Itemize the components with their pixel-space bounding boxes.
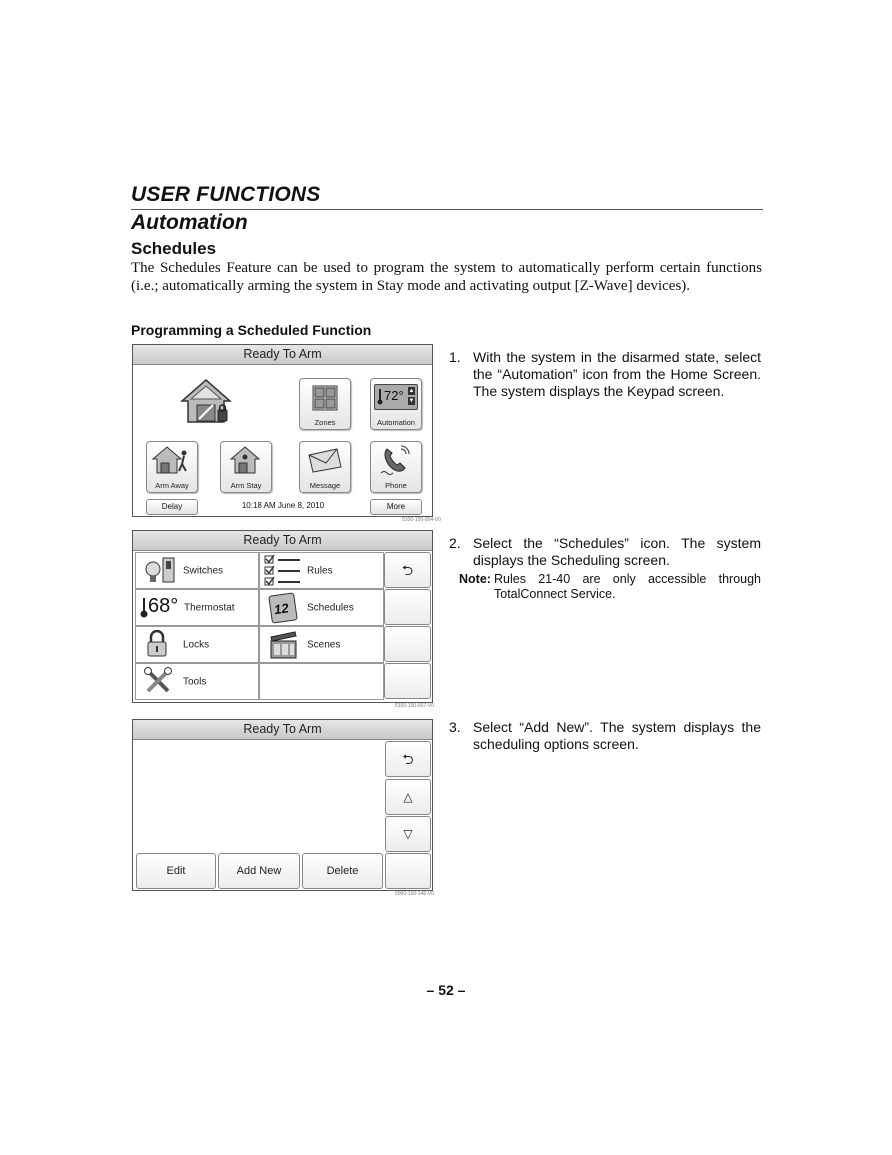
arm-stay-icon [229, 445, 263, 477]
switches-icon [141, 555, 177, 585]
status-bar: Ready To Arm [133, 345, 432, 365]
schedule-list-area [135, 741, 382, 851]
delete-button[interactable]: Delete [302, 853, 383, 889]
figure-code-3: 5000-100-146-V0 [395, 891, 434, 897]
subsection-heading: Automation [131, 211, 248, 234]
arm-stay-label: Arm Stay [230, 481, 262, 490]
back-button[interactable]: ⮌ [384, 552, 431, 588]
thermostat-item[interactable] [135, 589, 259, 626]
blank-button[interactable] [385, 853, 431, 889]
blank-button-2[interactable] [384, 589, 431, 625]
automation-label: Automation [377, 418, 415, 427]
calendar-icon [268, 592, 298, 623]
automation-tile[interactable] [370, 378, 422, 430]
step-number: 1. [449, 349, 461, 365]
rules-icon [264, 554, 304, 586]
section-heading: USER FUNCTIONS [131, 183, 321, 206]
step-number: 3. [449, 719, 461, 735]
arm-away-tile[interactable] [146, 441, 198, 493]
zones-icon [312, 385, 338, 411]
step-2 [449, 535, 761, 569]
blank-button-4[interactable] [384, 663, 431, 699]
switches-item[interactable] [135, 552, 259, 589]
automation-screen-figure [132, 530, 433, 703]
schedules-screen-figure [132, 719, 433, 891]
arm-away-icon [151, 445, 191, 477]
note-label: Note: [459, 572, 491, 586]
scenes-label: Scenes [307, 639, 341, 650]
calendar-day: 12 [273, 600, 290, 618]
phone-tile[interactable] [370, 441, 422, 493]
page-number: – 52 – [426, 982, 466, 998]
add-new-button[interactable]: Add New [218, 853, 300, 889]
tools-item[interactable] [135, 663, 259, 700]
thermostat-temp: 68° [148, 595, 179, 617]
switches-label: Switches [183, 565, 224, 576]
figure-code-2: 5100-100-007-V0 [395, 703, 434, 709]
heading-rule [131, 209, 763, 210]
delay-button[interactable]: Delay [146, 499, 198, 515]
tools-icon [144, 667, 172, 695]
automation-temp: 72° [384, 388, 404, 403]
more-button[interactable]: More [370, 499, 422, 515]
clapperboard-icon [269, 631, 299, 659]
thermostat-display [374, 384, 418, 410]
zones-label: Zones [314, 418, 336, 427]
blank-button-3[interactable] [384, 626, 431, 662]
procedure-title: Programming a Scheduled Function [131, 322, 372, 338]
temp-up-icon: ▲ [408, 388, 415, 394]
phone-icon [379, 445, 413, 477]
rules-item[interactable] [259, 552, 384, 589]
tools-label: Tools [183, 676, 207, 687]
figure-code-1: 5100-100-004-V0 [402, 517, 441, 523]
envelope-icon [307, 447, 343, 473]
schedules-label: Schedules [307, 602, 354, 613]
back-button[interactable]: ⮌ [385, 741, 431, 777]
locks-item[interactable] [135, 626, 259, 663]
step-number: 2. [449, 535, 461, 551]
zones-tile[interactable] [299, 378, 351, 430]
note-text: Rules 21-40 are only accessible through TotalConnect Service. [494, 572, 761, 601]
arm-away-label: Arm Away [155, 481, 189, 490]
status-bar: Ready To Arm [133, 720, 432, 740]
message-tile[interactable] [299, 441, 351, 493]
datetime-readout: 10:18 AM June 8, 2010 [241, 501, 325, 510]
schedules-item[interactable] [259, 589, 384, 626]
scenes-item[interactable] [259, 626, 384, 663]
empty-cell [259, 663, 384, 700]
status-bar: Ready To Arm [133, 531, 432, 551]
scroll-up-button[interactable]: △ [385, 779, 431, 815]
topic-heading: Schedules [131, 239, 217, 258]
thermometer-icon [377, 388, 383, 406]
step-text: Select “Add New”. The system displays the scheduling options screen. [473, 719, 761, 752]
scroll-down-button[interactable]: ▽ [385, 816, 431, 852]
home-screen-figure [132, 344, 433, 517]
thermometer-icon [140, 597, 148, 619]
step-text: With the system in the disarmed state, select the “Automation” icon from the Home Screen. The system displays the Keypad screen. [473, 349, 761, 399]
note [459, 572, 761, 602]
temp-down-icon: ▼ [408, 398, 415, 404]
step-3 [449, 719, 761, 753]
message-label: Message [309, 481, 341, 490]
thermostat-label: Thermostat [184, 602, 235, 613]
rules-label: Rules [307, 565, 333, 576]
step-text: Select the “Schedules” icon. The system displays the Scheduling screen. [473, 535, 761, 568]
arm-stay-tile[interactable] [220, 441, 272, 493]
intro-paragraph: The Schedules Feature can be used to program the system to automatically perform certain functions (i.e.; automatically arming the system in Stay mode and activating output [Z-Wave] devices). [131, 260, 762, 294]
house-icon [179, 377, 233, 425]
step-1 [449, 349, 761, 400]
locks-label: Locks [183, 639, 210, 650]
edit-button[interactable]: Edit [136, 853, 216, 889]
phone-label: Phone [385, 481, 407, 490]
lock-icon [146, 630, 168, 658]
